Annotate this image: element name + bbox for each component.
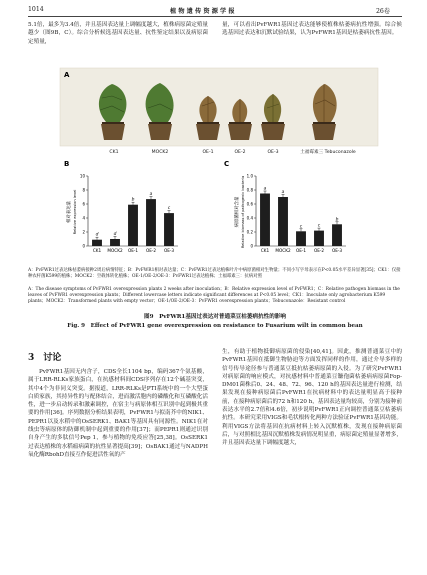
panel-c-bar xyxy=(332,224,342,246)
caption-english: A：The disease symptoms of PvFWR1 overexpression plants 2 weeks after inoculation；B：Relative expression level of PvFWR1；C：Relative pathogen biomass in the leaves of PvFWR1 overexpression plants；Different lowercase letters indicate significant differences at P<0.05 level；CK1：Inoculate only agrobacterium K599 plants；MOCK2：Transformed plants with empty vector；OE-1/OE-2/OE-3：PvFWR1 overexpression plants；Tebuconazole：Resistant control xyxy=(28,287,400,305)
panel-c-significance-letter: b xyxy=(335,217,339,223)
figure-9 xyxy=(28,66,402,266)
section-heading: 3 讨论 xyxy=(28,353,62,363)
panel-c-significance-letter: a xyxy=(281,190,285,195)
volume-label: 26卷 xyxy=(376,8,391,15)
plant-label-tebuconazole: 土福霉素三 Tebuconazole xyxy=(300,150,356,155)
plant-mock2 xyxy=(146,83,174,140)
panel-b-y-tick-label: 0 xyxy=(82,243,85,249)
panel-b-category-label: OE-2 xyxy=(145,248,157,253)
plant-label-ck1: CK1 xyxy=(109,150,119,155)
panel-b-significance-letter: c xyxy=(167,206,171,212)
panel-c-y-tick-label: 0.2 xyxy=(246,229,253,235)
top-right-paragraph: 量，可以看出PvFWR1基因过表达能够使植株枯萎病抗性增强。综合候选基因过表达和沉默试验结果，认为PvFWR1基因是枯萎病抗性基因。 xyxy=(222,22,402,37)
panel-c-significance-letter: c xyxy=(317,223,321,229)
panel-c-significance-letter: a xyxy=(263,186,267,192)
panel-c-ylabel-en: Relative biomass of pathogenic bacteria xyxy=(241,175,245,249)
panel-b-ylabel-cn: 相对表达量 xyxy=(67,201,72,223)
panel-b-y-tick-label: 2 xyxy=(82,229,85,235)
body-right-paragraph: 生，有助于植物抵御病原菌的侵染[40,41]。因此，推测普通菜豆中的PvFWR1基因在抵御生物胁迫等方面发挥同样的作用，通过介导多样的信号传导途径参与普通菜豆抵抗枯萎病原菌的入侵。为了研究PvFWR1对病原菌的响应模式，对抗感材料中普通菜豆镰孢菌枯萎病病原菌Fop-DM01菌株后0、24、48、72、96、120 h的基因表达量进行检测，结果发现在接种病原菌后PvFWR1在抗病材料中的表达量明显高于接种前，在接种病原菌后的72 h和120 h，基因表达量均较高，分别为接种前表达水平的2.7倍和4.6倍，初步说明PvFWR1正向调控普通菜豆枯萎病抗性。本研究采用VIGS和毛状根转化两种方法验证PvFWR1基因功能。利用VIGS方法将基因在抗病材料上转入沉默植株，发现在接种病原菌后，与对照相比基因沉默植株发病情况明显重，病原菌定殖量显著增多，并且基因表达量下调幅度越大， xyxy=(222,349,402,447)
panel-c-bar xyxy=(260,194,270,247)
panel-b-y-tick-label: 4 xyxy=(82,215,85,221)
panel-b-category-label: OE-3 xyxy=(163,248,175,253)
panel-c-category-label: OE-2 xyxy=(313,248,325,253)
panel-b-significance-letter: d xyxy=(95,232,99,238)
panel-c-y-tick-label: 1.0 xyxy=(246,173,253,179)
body-left-paragraph: PvFWR1基因无内含子，CDS全长1104 bp，编码367个氨基酸，属于LRR-RLKs家族蛋白，在抗感材料间CDS序列存在12个碱基突变，其中4个为非同义突变。据报道，LRR-RLKs是PTI系统中的一个大型蛋白质家族，其持异性的与配体结合，进而激活胞内的磷酸化和互磷酸化活性，进一步启动转录和激素调控，在宿主与病原体相互识别中起到极其重要的作用[36]。序列数据分析结果表明，PvFWR1与拟南芥中的NIK1、PEPR1以及水稻中的OsSERK1、BAK1等基因具有同源性。NIK1在对线虫等病原体的防御机制中起到重要的作用[37]；而PEPR1则通过识别自身产生的多肽信号Pep 1，参与植物的免疫应答[25,38]。OsSERK1过表达植株的水稻瘟病菌的抗性显著提高[39]；OsBAK1通过与NADPH氧化酶RbohD直接互作促进活性氧的产 xyxy=(28,369,208,458)
plant-label-oe3: OE-3 xyxy=(267,150,279,155)
panel-c-bar xyxy=(278,197,288,246)
panel-b-category-label: OE-1 xyxy=(127,248,139,253)
panel-c-ylabel-cn: 病原菌相对含量 xyxy=(235,196,240,228)
panel-a-photo xyxy=(60,68,378,146)
journal-title: 植 物 遗 传 资 源 学 报 xyxy=(170,8,235,15)
panel-c-y-tick-label: 0.6 xyxy=(246,201,253,207)
caption-chinese: A：PvFWR1过表达株枯萎病接种2周后病情特征；B：PvFWR1相对表达量；C：PvFWR1过表达植株叶片中病原菌相对生物量；不同小写字母表示在P<0.05水平差异显著[35]；CK1：仅接种农杆菌K599的植株；MOCK2：空载体转化植株；OE-1/OE-2/OE-3：PvFWR1过表达植株；土福霉素三：抗病对照 xyxy=(28,268,401,280)
panel-b-y-tick-label: 8 xyxy=(82,187,85,193)
panel-c-y-tick-label: 0.8 xyxy=(246,187,253,193)
panel-c-category-label: OE-3 xyxy=(331,248,343,253)
panel-b-bar xyxy=(164,213,174,246)
panel-c-bar xyxy=(296,231,306,246)
panel-b-y-tick-label: 6 xyxy=(82,201,85,207)
panel-c-category-label: MOCK2 xyxy=(275,248,291,253)
figure-9-graphic xyxy=(28,66,402,266)
panel-c-category-label: OE-1 xyxy=(295,248,307,253)
panel-b-bar xyxy=(146,199,156,246)
panel-b-y-tick-label: 10 xyxy=(79,173,85,179)
panel-a-label: A xyxy=(64,71,70,79)
panel-c-bar xyxy=(314,231,324,246)
panel-c-y-tick-label: 0.4 xyxy=(246,215,253,221)
header-rule xyxy=(28,16,402,17)
panel-b-category-label: CK1 xyxy=(92,248,102,253)
plant-label-oe2: OE-2 xyxy=(234,150,246,155)
panel-b-significance-letter: b xyxy=(131,197,135,203)
plant-label-oe1: OE-1 xyxy=(202,150,214,155)
plant-label-mock2: MOCK2 xyxy=(151,150,169,155)
plant-ck1 xyxy=(99,84,127,140)
panel-b-category-label: MOCK2 xyxy=(107,248,123,253)
panel-b-significance-letter: d xyxy=(113,232,117,237)
figure-title-chinese: 图9 PvFWR1基因过表达对普通菜豆枯萎病抗性的影响 xyxy=(143,314,287,320)
panel-b-label: B xyxy=(64,160,70,168)
panel-c-y-tick-label: 0 xyxy=(250,243,253,249)
panel-b-significance-letter: a xyxy=(149,192,153,198)
top-left-paragraph: 5.1倍，最多为3.4倍，并且基因表达量上调幅度越大，植株病原菌定殖量越少（图9B，C）。综合分析候选基因表达量、抗性鉴定结果以及病原菌定殖量， xyxy=(28,22,209,45)
panel-c-chart xyxy=(224,160,346,253)
panel-c-significance-letter: c xyxy=(299,224,303,230)
panel-c-label: C xyxy=(224,160,230,168)
panel-b-bar xyxy=(110,239,120,246)
panel-b-chart xyxy=(64,160,178,253)
page-number: 1014 xyxy=(28,6,44,13)
panel-b-bar xyxy=(128,205,138,246)
panel-b-ylabel-en: Relative expression level xyxy=(73,189,77,235)
panel-b-bar xyxy=(92,240,102,246)
panel-c-category-label: CK1 xyxy=(260,248,270,253)
figure-title-english: Fig. 9 Effect of PvFWR1 gene overexpression on resistance to Fusarium wilt in common bean xyxy=(67,323,363,329)
